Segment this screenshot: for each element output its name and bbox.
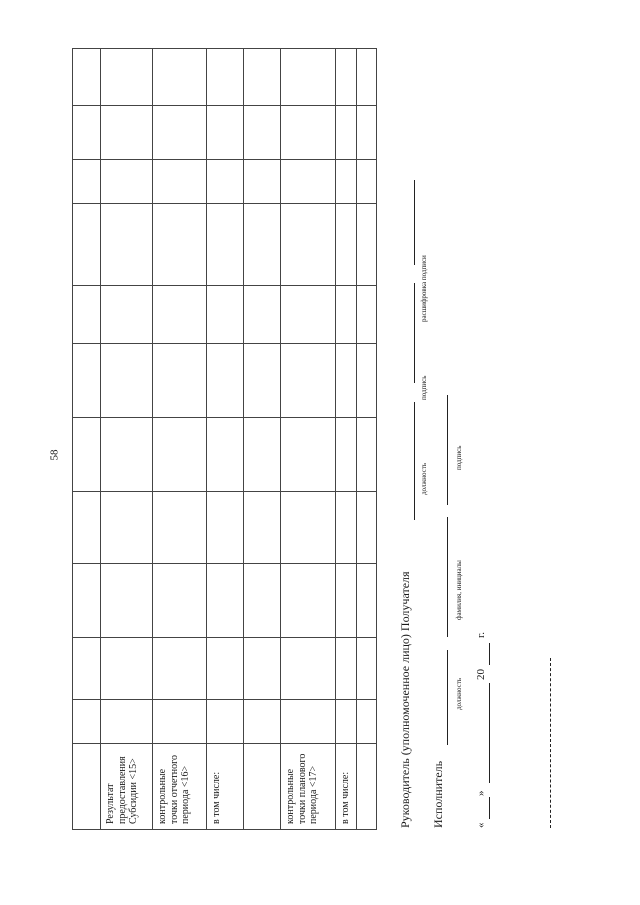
executor-signature-line [447,395,448,505]
head-caption-position: должность [420,462,428,495]
table-row [153,49,207,830]
head-caption-name: расшифровка подписи [420,255,428,322]
executor-caption-name: фамилия, инициалы [455,560,463,620]
executor-label: Исполнитель [431,760,445,828]
footnote-separator [550,658,551,828]
executor-caption-position: должность [455,677,463,710]
date-month-line [489,683,490,783]
executor-caption-signature: подпись [455,445,463,470]
row-label: в том числе: [207,744,244,830]
table-row [244,49,281,830]
row-label [356,744,376,830]
head-position-line [414,402,415,520]
results-table [72,48,377,830]
head-caption-signature: подпись [420,375,428,400]
head-name-line [414,180,415,265]
row-label: контрольные точки отчетного периода <16> [153,744,207,830]
date-year-suffix: г. [475,631,487,638]
date-year-prefix: 20 [475,669,487,680]
date-year-line [489,643,490,665]
date-close-quote: » [475,790,487,796]
table-row [207,49,244,830]
date-open-quote: « [475,822,487,828]
row-label: в том числе: [336,744,357,830]
executor-name-line [447,517,448,637]
table-header-row [73,49,101,830]
row-label: Результат предоставления Субсидии <15> [101,744,153,830]
table-row [356,49,376,830]
date-day-line [489,797,490,819]
executor-position-line [447,650,448,745]
table-row [101,49,153,830]
row-label [244,744,281,830]
table-row [336,49,357,830]
table-row [281,49,336,830]
head-signature-label: Руководитель (уполномоченное лицо) Получателя [398,571,412,828]
head-signature-line [414,283,415,383]
page-number: 58 [48,449,60,461]
row-label: контрольные точки планового периода <17> [281,744,336,830]
